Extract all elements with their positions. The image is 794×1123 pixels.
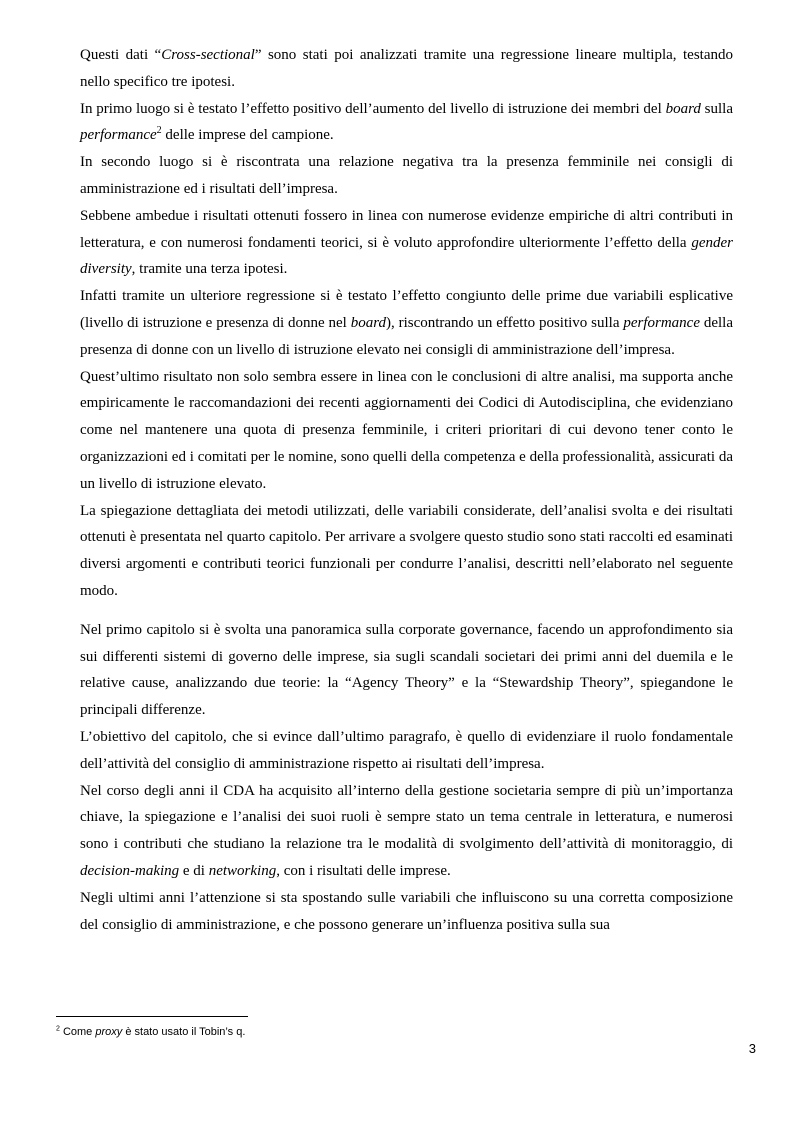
text-run: ” sono stati poi analizzati tramite una regressione lineare multipla, testando nello specifico tre ipotesi. bbox=[80, 47, 733, 90]
text-run: delle imprese del campione. bbox=[161, 127, 334, 144]
italic-term: performance bbox=[80, 127, 157, 144]
paragraph bbox=[80, 364, 733, 498]
body-text bbox=[80, 42, 733, 938]
text-run: , tramite una terza ipotesi. bbox=[131, 261, 288, 278]
text-run: Sebbene ambedue i risultati ottenuti fossero in linea con numerose evidenze empiriche di altri contributi in letteratura, e con numerosi fondamenti teorici, si è voluto approfondire ulteriormente l’effetto della bbox=[80, 207, 733, 251]
paragraph bbox=[80, 724, 733, 778]
text-run: ), riscontrando un effetto positivo sulla bbox=[385, 314, 624, 331]
text-run: Questi dati “ bbox=[80, 47, 162, 63]
italic-term: board bbox=[350, 314, 386, 331]
paragraph bbox=[80, 149, 733, 203]
paragraph bbox=[80, 42, 733, 96]
text-run: , con i risultati delle imprese. bbox=[276, 862, 451, 879]
italic-term: Cross-sectional bbox=[161, 47, 255, 63]
text-run: è stato usato il Tobin’s q. bbox=[122, 1026, 246, 1038]
italic-term: networking bbox=[208, 862, 277, 879]
italic-term: gender diversity bbox=[80, 234, 733, 278]
text-run: Quest’ultimo risultato non solo sembra essere in linea con le conclusioni di altre analisi, ma supporta anche empiricamente le raccomandazioni dei recenti aggiornamenti dei Codici di Autodisciplina, che evidenziano come nel mantenere una quota di presenza femminile, i criteri prioritari di cui devono tener conto le organizzazioni ed i comitati per le nomine, sono quelli della competenza e della professionalità, assicurati da un livello di istruzione elevato. bbox=[80, 368, 733, 492]
text-run: Negli ultimi anni l’attenzione si sta spostando sulle variabili che influiscono su una corretta composizione del consiglio di amministrazione, e che possono generare un’influenza positiva sulla sua bbox=[80, 889, 733, 933]
text-run: Nel corso degli anni il CDA ha acquisito all’interno della gestione societaria sempre di più un’importanza chiave, la spiegazione e l’analisi dei suoi ruoli è sempre stato un tema centrale in letteratura, e numerosi sono i contributi che studiano la relazione tra le modalità di svolgimento dell’attività di monitoraggio, di bbox=[80, 782, 733, 853]
text-run: Come bbox=[59, 1026, 96, 1038]
paragraph bbox=[80, 283, 733, 363]
italic-term: proxy bbox=[95, 1026, 123, 1038]
footnote-number: 2 bbox=[56, 1025, 60, 1033]
italic-term: performance bbox=[623, 314, 700, 331]
footnote bbox=[56, 1025, 736, 1039]
text-run: Nel primo capitolo si è svolta una panoramica sulla corporate governance, facendo un approfondimento sia sui differenti sistemi di governo delle imprese, sia sugli scandali societari dei primi anni del duemila e le relative cause, analizzando due teorie: la “Agency Theory” e la “Stewardship Theory”, spiegandone le principali differenze. bbox=[80, 621, 733, 719]
footnote-separator bbox=[56, 1016, 248, 1017]
footnote-reference: 2 bbox=[156, 125, 162, 137]
italic-term: board bbox=[665, 100, 701, 117]
paragraph bbox=[80, 617, 733, 724]
text-run: L’obiettivo del capitolo, che si evince dall’ultimo paragrafo, è quello di evidenziare il ruolo fondamentale dell’attività del consiglio di amministrazione rispetto ai risultati dell’impresa. bbox=[80, 728, 733, 772]
paragraph bbox=[80, 885, 733, 939]
paragraph bbox=[80, 96, 733, 150]
text-run: della presenza di donne con un livello di istruzione elevato nei consigli di amministrazione dell’impresa. bbox=[80, 314, 733, 358]
text-run: e di bbox=[179, 862, 209, 879]
paragraph bbox=[80, 203, 733, 283]
italic-term: decision-making bbox=[80, 862, 180, 879]
paragraph bbox=[80, 498, 733, 605]
page-number: 3 bbox=[748, 1041, 756, 1056]
text-run: sulla bbox=[700, 100, 733, 117]
paragraph bbox=[80, 778, 733, 885]
text-run: Infatti tramite un ulteriore regressione si è testato l’effetto congiunto delle prime due variabili esplicative (livello di istruzione e presenza di donne nel bbox=[80, 288, 733, 331]
text-run: In primo luogo si è testato l’effetto positivo dell’aumento del livello di istruzione dei membri del bbox=[80, 100, 666, 117]
text-run: In secondo luogo si è riscontrata una relazione negativa tra la presenza femminile nei consigli di amministrazione ed i risultati dell’impresa. bbox=[80, 154, 733, 197]
text-run: La spiegazione dettagliata dei metodi utilizzati, delle variabili considerate, dell’analisi svolta e dei risultati ottenuti è presentata nel quarto capitolo. Per arrivare a svolgere questo studio sono stati raccolti ed esaminati diversi argomenti e contributi teorici funzionali per condurre l’analisi, descritti nell’elaborato nel seguente modo. bbox=[80, 502, 733, 599]
